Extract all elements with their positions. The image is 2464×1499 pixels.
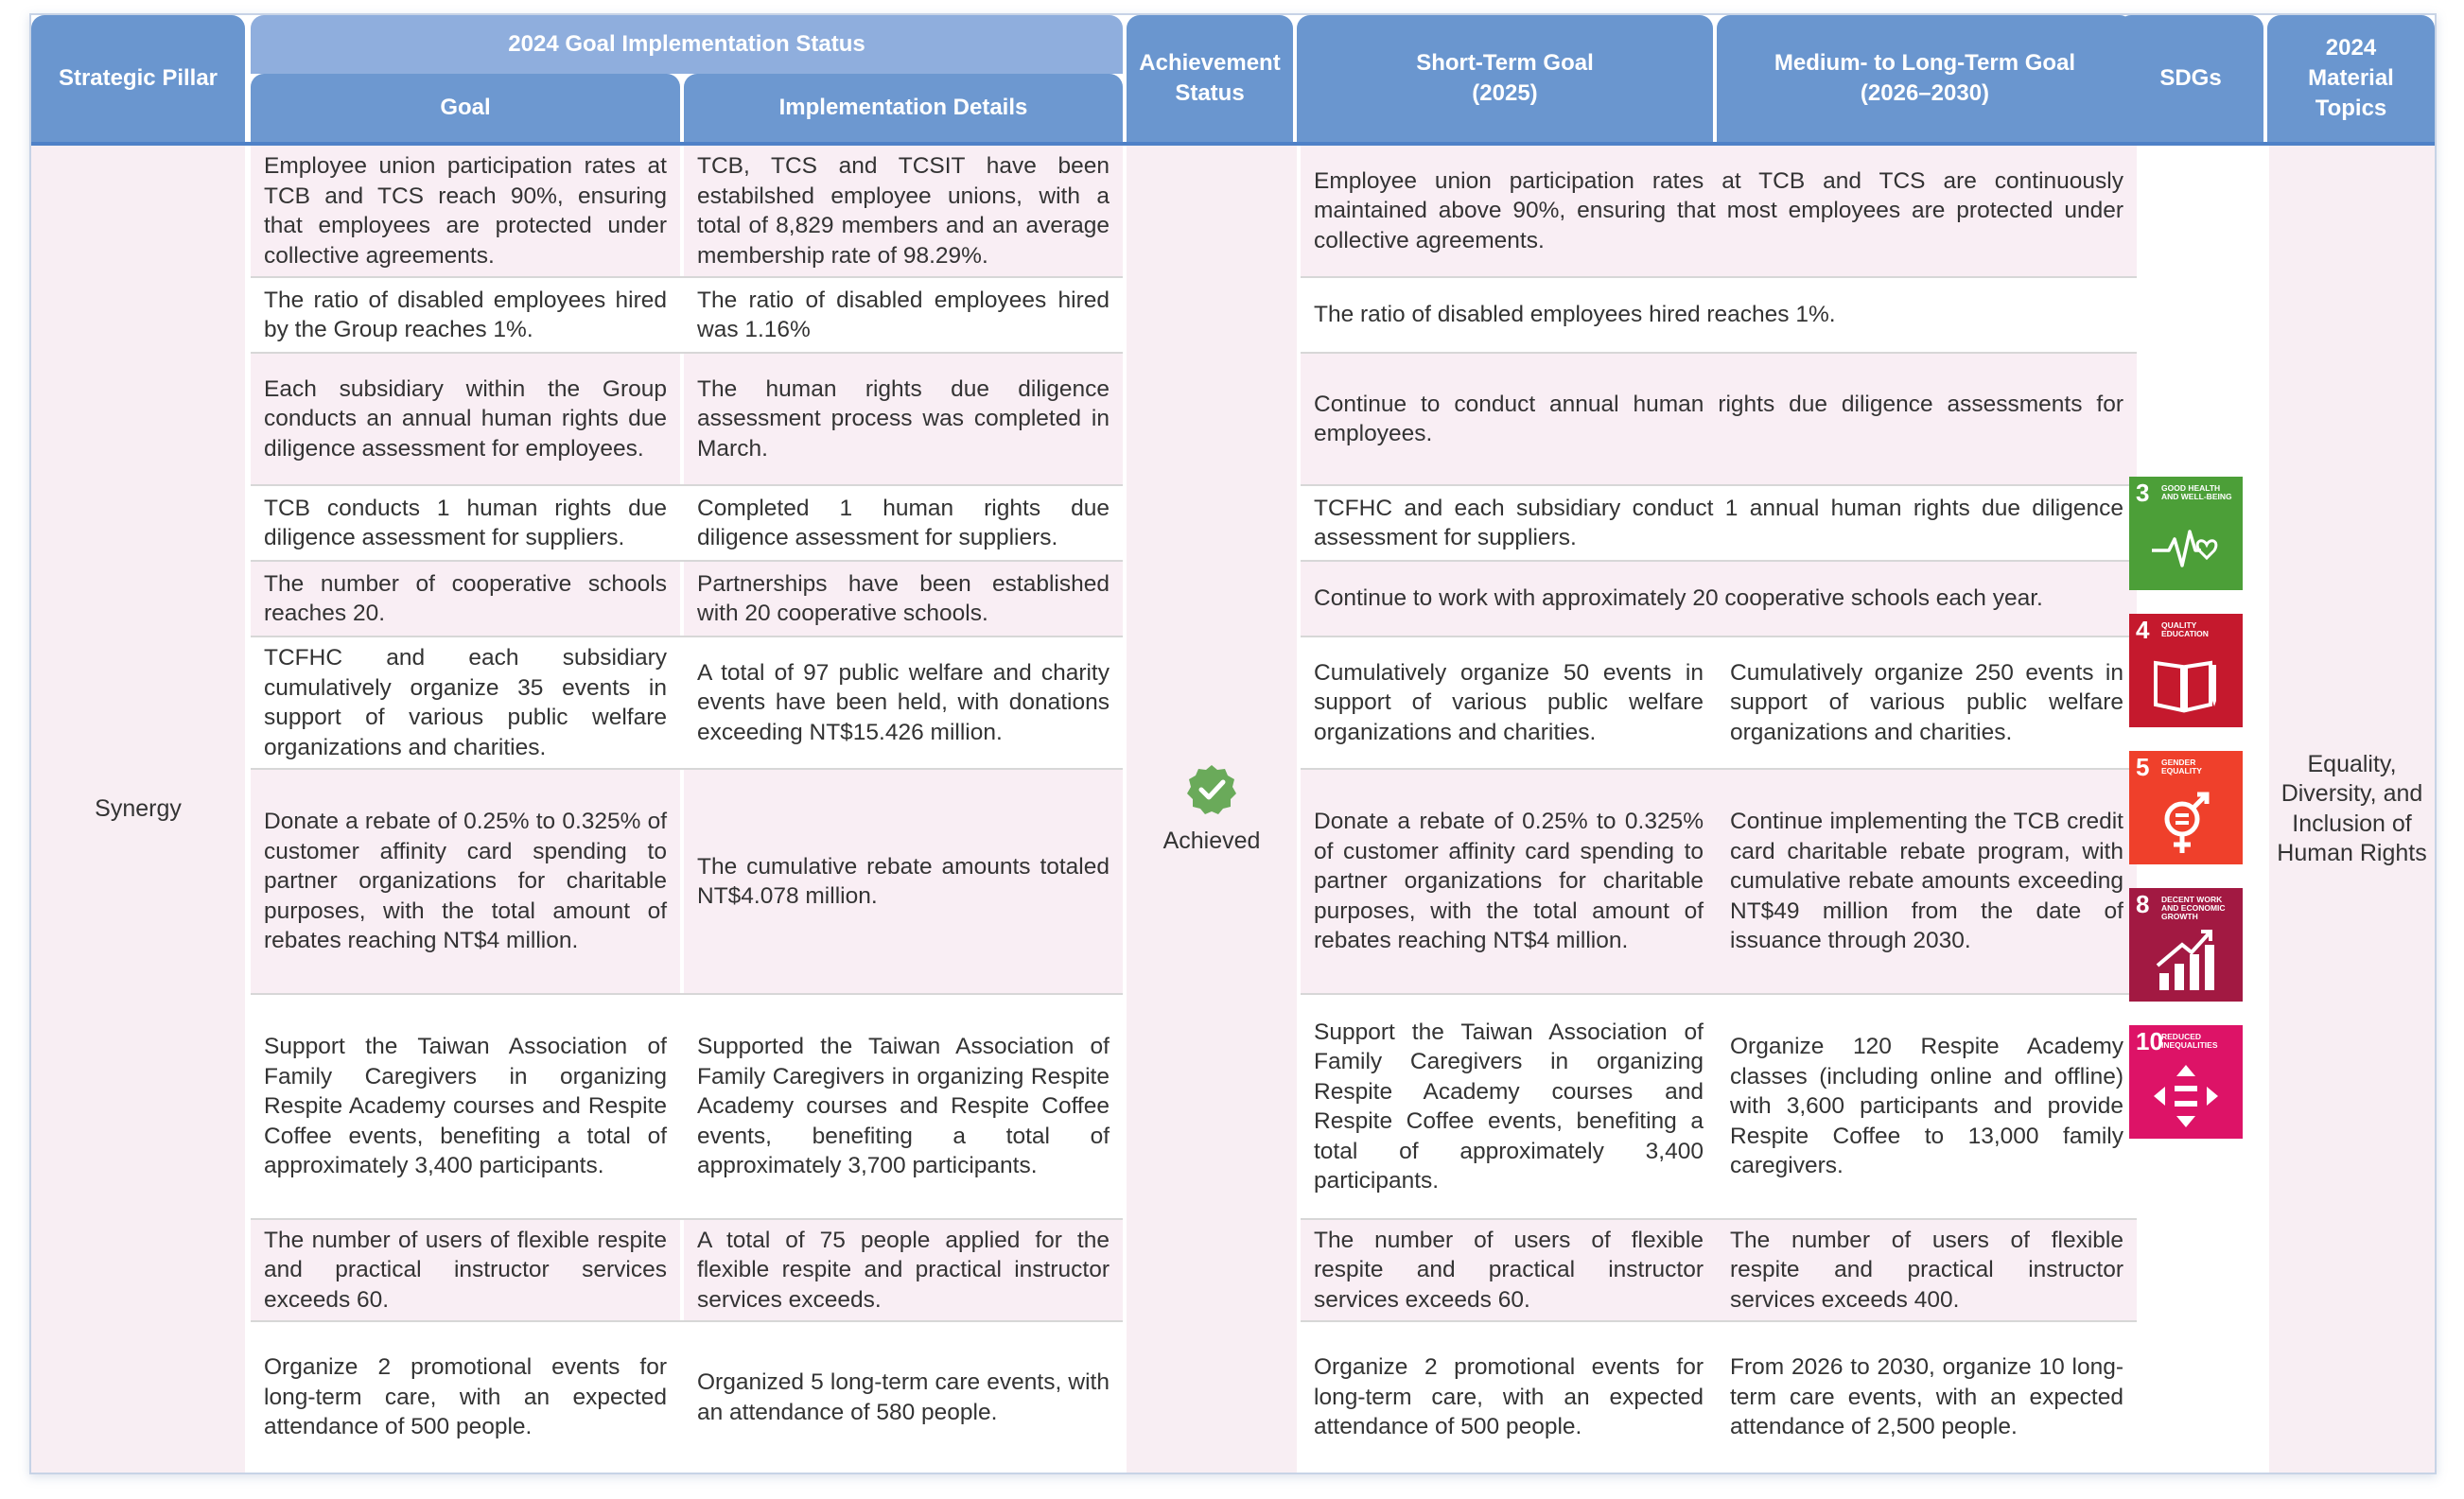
short-term-cell: TCFHC and each subsidiary conduct 1 annual human rights due diligence assessment for suppliers. bbox=[1301, 486, 2137, 560]
details-cell: TCB, TCS and TCSIT have been estabilshed employee unions, with a total of 8,829 members and an average membership rate of 98.29%. bbox=[684, 146, 1123, 276]
details-cell: The human rights due diligence assessment process was completed in March. bbox=[684, 354, 1123, 484]
long-term-cell: Organize 120 Respite Academy classes (including online and offline) with 3,600 participants and provide Respite Coffee to 13,000 family caregivers. bbox=[1717, 995, 2137, 1218]
short-term-cell: Continue to work with approximately 20 cooperative schools each year. bbox=[1301, 562, 2137, 636]
goal-cell: Organize 2 promotional events for long-term care, with an expected attendance of 500 people. bbox=[251, 1322, 680, 1473]
goal-cell: TCB conducts 1 human rights due diligence assessment for suppliers. bbox=[251, 486, 680, 560]
goal-cell: The ratio of disabled employees hired by the Group reaches 1%. bbox=[251, 278, 680, 352]
sdg-3-tile: 3 GOOD HEALTH AND WELL-BEING bbox=[2129, 477, 2243, 590]
sdg-5-tile: 5 GENDER EQUALITY bbox=[2129, 751, 2243, 864]
details-cell: Organized 5 long-term care events, with an attendance of 580 people. bbox=[684, 1322, 1123, 1473]
check-badge-icon bbox=[1185, 763, 1238, 816]
heartbeat-icon bbox=[2148, 513, 2224, 583]
goal-cell: TCFHC and each subsidiary cumulatively organize 35 events in support of various public welfare organizations and charities. bbox=[251, 637, 680, 768]
gender-icon bbox=[2148, 787, 2224, 857]
header-achievement-status: Achievement Status bbox=[1127, 15, 1293, 142]
header-implementation-group: 2024 Goal Implementation Status bbox=[251, 15, 1123, 74]
details-cell: Completed 1 human rights due diligence assessment for suppliers. bbox=[684, 486, 1123, 560]
short-term-cell: Donate a rebate of 0.25% to 0.325% of customer affinity card spending to partner organizations for charitable purposes, with the total amount of rebates reaching NT$4 million. bbox=[1301, 770, 1717, 993]
details-cell: The ratio of disabled employees hired was 1.16% bbox=[684, 278, 1123, 352]
details-cell: Supported the Taiwan Association of Family Caregivers in organizing Respite Academy courses and Respite Coffee events, benefiting a total of approximately 3,700 participants. bbox=[684, 995, 1123, 1218]
short-term-cell: Employee union participation rates at TCB and TCS are continuously maintained above 90%, ensuring that most employees are protected under collective agreements. bbox=[1301, 146, 2137, 276]
header-medium-long-term-goal: Medium- to Long-Term Goal (2026–2030) bbox=[1717, 15, 2133, 142]
strategic-pillar-cell: Synergy bbox=[31, 146, 245, 1473]
growth-chart-icon bbox=[2148, 924, 2224, 994]
sdg-10-tile: 10 REDUCED INEQUALITIES bbox=[2129, 1025, 2243, 1139]
material-topic-cell: Equality, Diversity, and Inclusion of Human Rights bbox=[2269, 146, 2435, 1473]
header-implementation-details: Implementation Details bbox=[684, 74, 1123, 142]
details-cell: A total of 75 people applied for the flexible respite and practical instructor services exceeds. bbox=[684, 1220, 1123, 1320]
book-icon bbox=[2148, 650, 2224, 720]
header-goal: Goal bbox=[251, 74, 680, 142]
achievement-status-cell bbox=[1127, 146, 1297, 1473]
long-term-cell: Continue implementing the TCB credit card charitable rebate program, with cumulative rebate amounts exceeding NT$49 million from the date of issuance through 2030. bbox=[1717, 770, 2137, 993]
details-cell: A total of 97 public welfare and charity events have been held, with donations exceeding NT$15.426 million. bbox=[684, 637, 1123, 768]
short-term-cell: Support the Taiwan Association of Family Caregivers in organizing Respite Academy courses and Respite Coffee events, benefiting a total of approximately 3,400 participants. bbox=[1301, 995, 1717, 1218]
goal-cell: Support the Taiwan Association of Family Caregivers in organizing Respite Academy courses and Respite Coffee events, benefiting a total of approximately 3,400 participants. bbox=[251, 995, 680, 1218]
long-term-cell: Cumulatively organize 250 events in support of various public welfare organizations and charities. bbox=[1717, 637, 2137, 768]
header-sdgs: SDGs bbox=[2118, 15, 2263, 142]
achievement-label: Achieved bbox=[1162, 828, 1261, 854]
equality-arrows-icon bbox=[2148, 1061, 2224, 1131]
long-term-cell: The number of users of flexible respite and practical instructor services exceeds 400. bbox=[1717, 1220, 2137, 1320]
short-term-cell: Organize 2 promotional events for long-term care, with an expected attendance of 500 people. bbox=[1301, 1322, 1717, 1473]
header-material-topics: 2024 Material Topics bbox=[2267, 15, 2435, 142]
goal-cell: Employee union participation rates at TCB and TCS reach 90%, ensuring that employees are protected under collective agreements. bbox=[251, 146, 680, 276]
details-cell: Partnerships have been established with 20 cooperative schools. bbox=[684, 562, 1123, 636]
details-cell: The cumulative rebate amounts totaled NT$4.078 million. bbox=[684, 770, 1123, 993]
goal-cell: The number of cooperative schools reaches 20. bbox=[251, 562, 680, 636]
goal-cell: Donate a rebate of 0.25% to 0.325% of customer affinity card spending to partner organizations for charitable purposes, with the total amount of rebates reaching NT$4 million. bbox=[251, 770, 680, 993]
short-term-cell: Continue to conduct annual human rights due diligence assessments for employees. bbox=[1301, 354, 2137, 484]
goal-cell: The number of users of flexible respite and practical instructor services exceeds 60. bbox=[251, 1220, 680, 1320]
goal-cell: Each subsidiary within the Group conducts an annual human rights due diligence assessment for employees. bbox=[251, 354, 680, 484]
header-short-term-goal: Short-Term Goal (2025) bbox=[1297, 15, 1713, 142]
header-strategic-pillar: Strategic Pillar bbox=[31, 15, 245, 142]
long-term-cell: From 2026 to 2030, organize 10 long-term care events, with an expected attendance of 2,500 people. bbox=[1717, 1322, 2137, 1473]
goals-table bbox=[29, 13, 2437, 1474]
short-term-cell: The number of users of flexible respite and practical instructor services exceeds 60. bbox=[1301, 1220, 1717, 1320]
sdg-4-tile: 4 QUALITY EDUCATION bbox=[2129, 614, 2243, 727]
sdg-8-tile: 8 DECENT WORK AND ECONOMIC GROWTH bbox=[2129, 888, 2243, 1002]
short-term-cell: Cumulatively organize 50 events in support of various public welfare organizations and charities. bbox=[1301, 637, 1717, 768]
short-term-cell: The ratio of disabled employees hired reaches 1%. bbox=[1301, 278, 2137, 352]
